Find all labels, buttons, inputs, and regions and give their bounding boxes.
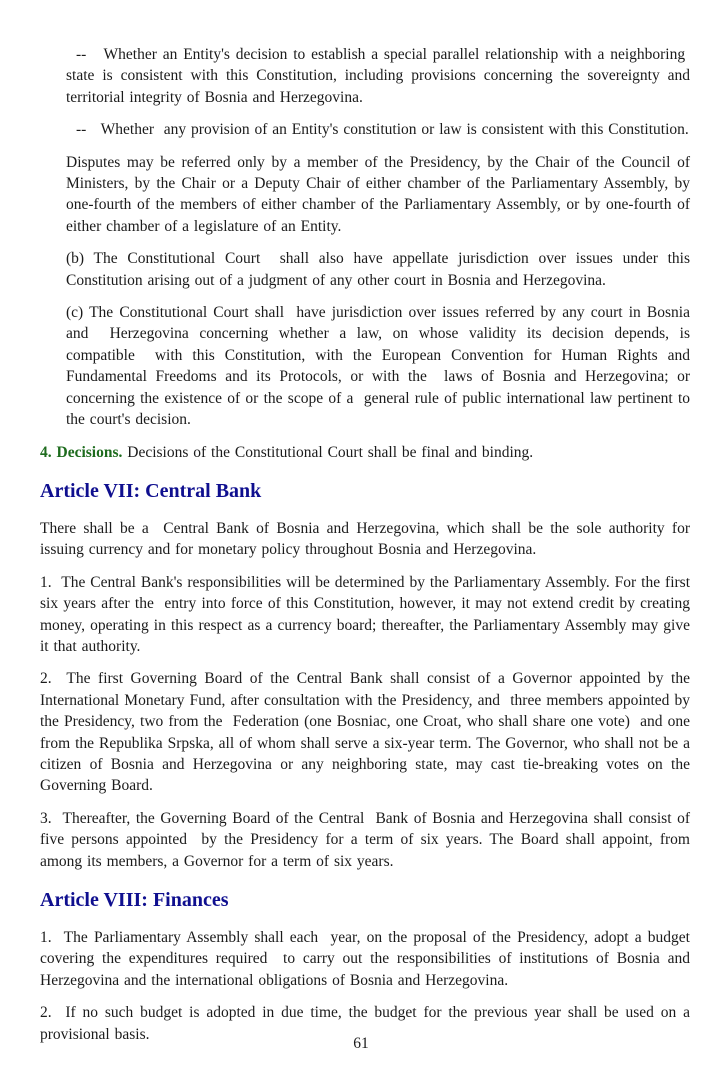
decisions-text: Decisions of the Constitutional Court shall be final and binding. — [122, 443, 534, 461]
paragraph-central-bank-3: 3. Thereafter, the Governing Board of the Central Bank of Bosnia and Herzegovina shall consist of five persons appointed by the Presidency for a term of six years. The Board shall appoint, from among its members, a Governor for a term of six years. — [40, 809, 690, 870]
paragraph-c-jurisdiction: (c) The Constitutional Court shall have jurisdiction over issues referred by any court in Bosnia and Herzegovina concerning whether a law, on whose validity its decision depends, is compatible with this Constitution, with the European Convention for Human Rights and Fundamental Freedoms and its Protocols, or with the laws of Bosnia and Herzegovina; or concerning the existence of or the scope of a general rule of public international law pertinent to the court's decision. — [66, 304, 690, 429]
page-number: 61 — [353, 1035, 369, 1052]
paragraph-b-appellate-jurisdiction: (b) The Constitutional Court shall also have appellate jurisdiction over issues under this Constitution arising out of a judgment of any other court in Bosnia and Herzegovina. — [66, 250, 690, 289]
article-vii-heading: Article VII: Central Bank — [40, 479, 262, 502]
paragraph-disputes: Disputes may be referred only by a member of the Presidency, by the Chair of the Council of Ministers, by the Chair or a Deputy Chair of either chamber of the Parliamentary Assembly, by one-fourth of the members of either chamber of the Parliamentary Assembly, or by one-fourth of either chamber of a legislature of an Entity. — [66, 153, 690, 235]
paragraph-central-bank-2: 2. The first Governing Board of the Central Bank shall consist of a Governor appointed by the International Monetary Fund, after consultation with the Presidency, and three members appointed by the Presidency, two from the Federation (one Bosniac, one Croat, who shall share one vote) and one from the Republika Srpska, all of whom shall serve a six-year term. The Governor, who shall not be a citizen of Bosnia and Herzegovina or any neighboring state, may cast tie-breaking votes on the Governing Board. — [40, 670, 690, 795]
document-body — [40, 44, 690, 1056]
article-viii-heading: Article VIII: Finances — [40, 889, 229, 911]
paragraph-central-bank-intro: There shall be a Central Bank of Bosnia and Herzegovina, which shall be the sole authority for issuing currency and for monetary policy throughout Bosnia and Herzegovina. — [40, 519, 690, 559]
paragraph-decisions — [40, 442, 690, 463]
paragraph-central-bank-1: 1. The Central Bank's responsibilities will be determined by the Parliamentary Assembly. For the first six years after the entry into force of this Constitution, however, it may not extend credit by creating money, operating in this respect as a currency board; thereafter, the Parliamentary Assembly may give it that authority. — [40, 573, 690, 655]
decisions-lead-label: 4. Decisions. — [40, 443, 123, 461]
paragraph-finances-1: 1. The Parliamentary Assembly shall each year, on the proposal of the Presidency, adopt a budget covering the expenditures required to carry out the responsibilities of institutions of Bosnia and Herzegovina and the international obligations of Bosnia and Herzegovina. — [40, 929, 690, 989]
paragraph-dash-entity-decision: -- Whether an Entity's decision to establish a special parallel relationship with a neighboring state is consistent with this Constitution, including provisions concerning the sovereignty and territorial integrity of Bosnia and Herzegovina. — [66, 46, 690, 106]
paragraph-finances-2: 2. If no such budget is adopted in due time, the budget for the previous year shall be used on a provisional basis. — [40, 1004, 690, 1043]
paragraph-dash-entity-constitution: -- Whether any provision of an Entity's constitution or law is consistent with this Constitution. — [76, 121, 689, 139]
